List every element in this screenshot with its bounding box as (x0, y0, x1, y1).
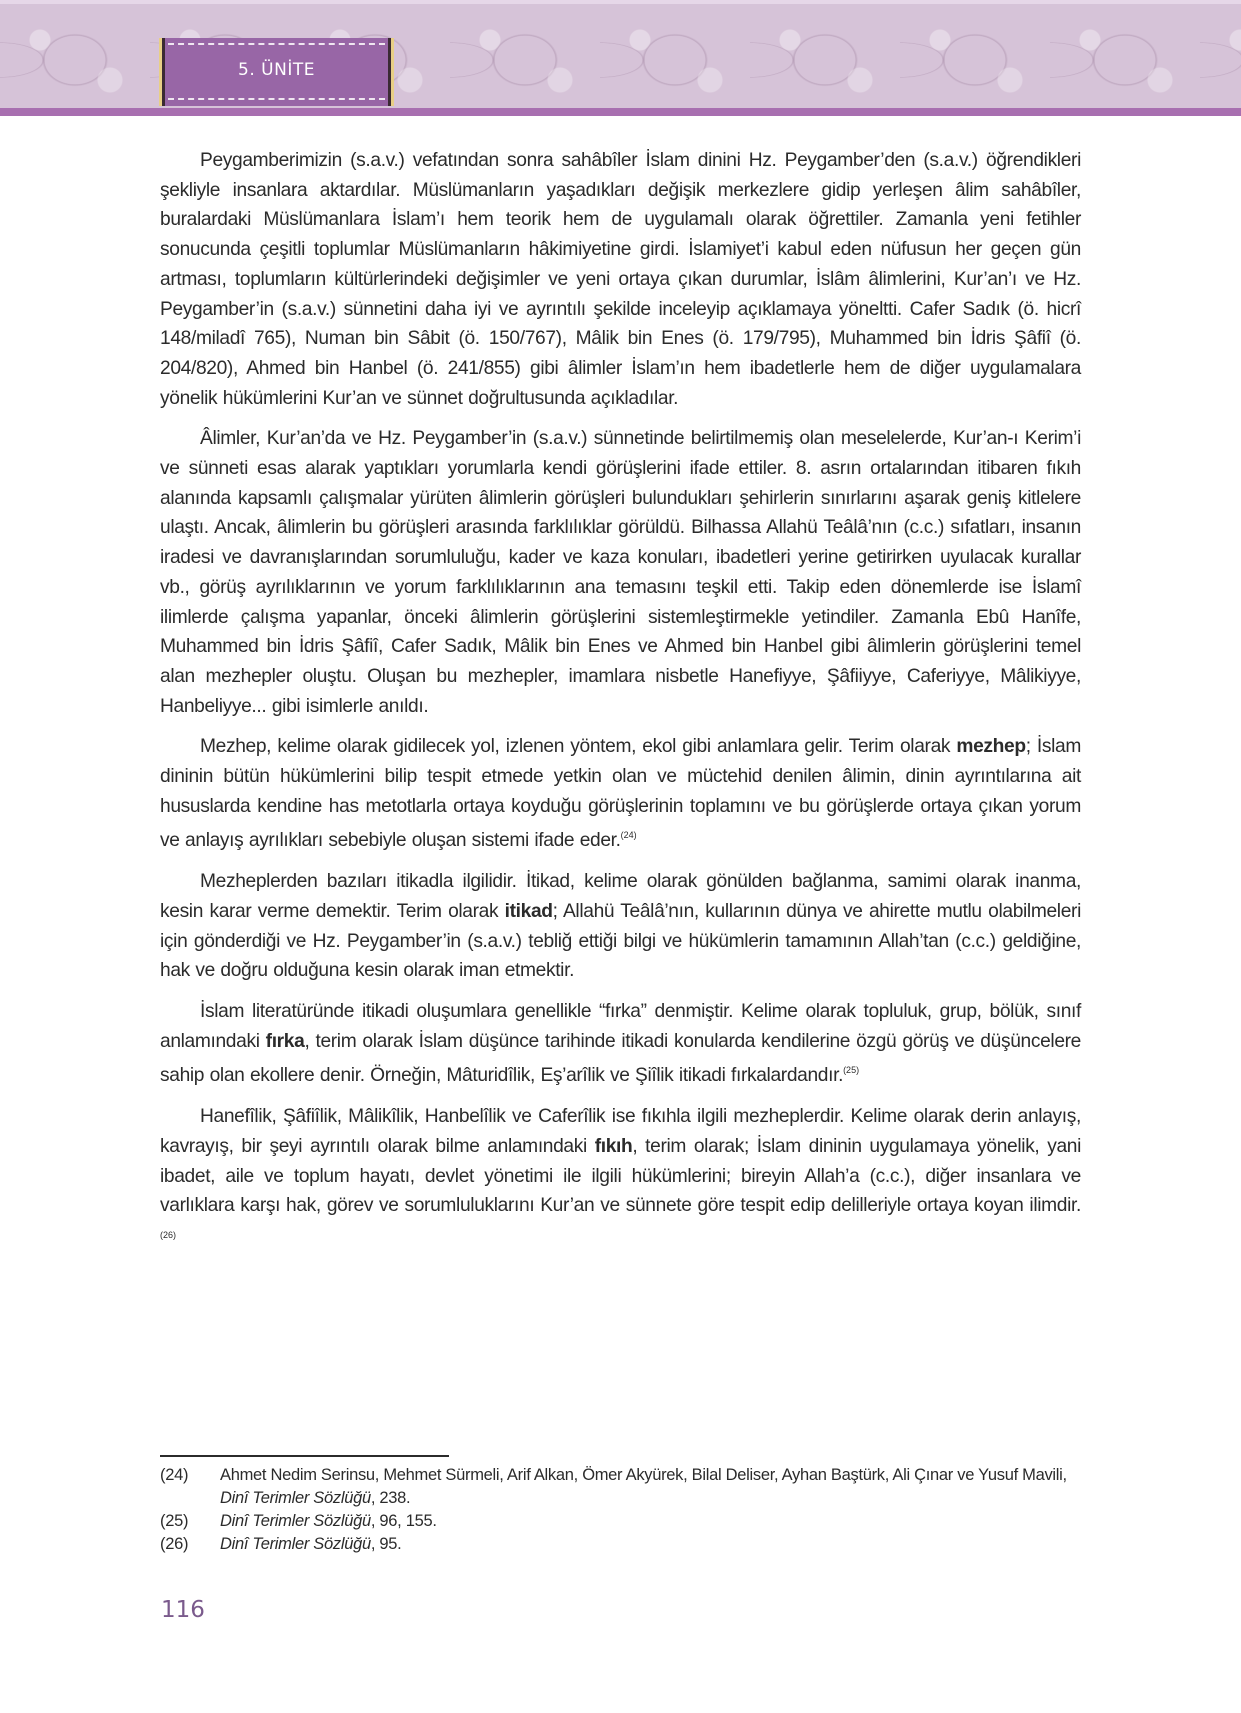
footnote-24 (160, 1464, 1090, 1510)
text: , terim olarak İslam düşünce tarihinde itikadi konularda kendilerine özgü görüş ve düşüncelere sahip olan ekollere denir. Örneğin, Mâturidîlik, Eş’arîlik ve Şiîlik itikadi fırkalardandır. (160, 1030, 1081, 1087)
footnote-25 (160, 1510, 1090, 1533)
paragraph-5-firka (160, 997, 1081, 1091)
paragraph-4-itikad (160, 867, 1081, 986)
term-mezhep: mezhep (956, 736, 1026, 758)
text: , 238. (370, 1489, 411, 1507)
footnote-number: (26) (160, 1535, 189, 1553)
footnotes (160, 1464, 1090, 1556)
footnote-text (220, 1510, 1090, 1533)
paragraph-1: Peygamberimizin (s.a.v.) vefatından sonra sahâbîler İslam dinini Hz. Peygamber’den (s.a.v.) öğrendikleri şekliyle insanlara aktardılar. Müslümanların yaşadıkları değişik merkezlere gidip yerleşen âlim sahâbîler, buralardaki Müslümanlara İslam’ı hem teorik hem de uygulamalı olarak öğrettiler. Zamanla yeni fetihler sonucunda çeşitli toplumlar Müslümanların hâkimiyetine girdi. İslamiyet’i kabul eden nüfusun her geçen gün artması, toplumların kültürlerindeki değişimler ve yeni ortaya çıkan durumlar, İslâm âlimlerini, Kur’an’ı ve Hz. Peygamber’in (s.a.v.) sünnetini daha iyi ve ayrıntılı şekilde inceleyip açıklamaya yöneltti. Cafer Sadık (ö. hicrî 148/miladî 765), Numan bin Sâbit (ö. 150/767), Mâlik bin Enes (ö. 179/795), Muhammed bin İdris Şâfiî (ö. 204/820), Ahmed bin Hanbel (ö. 241/855) gibi âlimler İslam’ın hem ibadetlerle hem de diğer uygulamalara yönelik hükümlerini Kur’an ve sünnet doğrultusunda açıkladılar. (160, 150, 1081, 409)
decorative-header-band (0, 0, 1241, 116)
term-firka: fırka (265, 1030, 305, 1052)
paragraph-3-mezhep (160, 732, 1081, 856)
stitch-line-bottom (168, 98, 385, 100)
footnote-26 (160, 1533, 1090, 1556)
text: , 96, 155. (370, 1512, 437, 1530)
paragraph-2: Âlimler, Kur’an’da ve Hz. Peygamber’in (s.a.v.) sünnetinde belirtilmemiş olan meselelerde, Kur’an-ı Kerim’i ve sünneti esas alarak yaptıkları yorumlarla kendi görüşlerini ifade ettiler. 8. asrın ortalarından itibaren fıkıh alanında kapsamlı çalışmalar yürüten âlimlerin görüşleri bulundukları şehirlerin sınırlarını aşarak geniş kitlelere ulaştı. Ancak, âlimlerin bu görüşleri arasında farklılıklar görüldü. Bilhassa Allahü Teâlâ’nın (c.c.) sıfatları, insanın iradesi ve davranışlarından sorumluluğu, kader ve kaza konuları, ibadetleri yerine getirirken uyulacak kurallar vb., görüş ayrılıklarının ve yorum farklılıklarının ana temasını teşkil etti. Takip eden dönemlerde ise İslamî ilimlerde çalışma yapanlar, önceki âlimlerin görüşlerini sistemleştirmekle yetindiler. Zamanla Ebû Hanîfe, Muhammed bin İdris Şâfiî, Cafer Sadık, Mâlik bin Enes ve Ahmed bin Hanbel gibi âlimlerin görüşlerini temel alan mezhepler oluştu. Oluşan bu mezhepler, imamlara nisbetle Hanefiyye, Şâfiiyye, Caferiyye, Mâlikiyye, Hanbeliyye... gibi isimlerle anıldı. (160, 428, 1081, 717)
term-itikad: itikad (504, 900, 553, 922)
body-text (160, 146, 1081, 1267)
text: İslam literatüründe itikadi oluşumlara genellikle “fırka” denmiştir. Kelime olarak topluluk, grup, bölük, sınıf anlamındaki (160, 1000, 1081, 1052)
footnote-text (220, 1533, 1090, 1556)
book-title: Dinî Terimler Sözlüğü (220, 1489, 371, 1507)
paragraph-6-fikih (160, 1102, 1081, 1256)
page-number: 116 (161, 1597, 205, 1623)
text: Ahmet Nedim Serinsu, Mehmet Sürmeli, Arif Alkan, Ömer Akyürek, Bilal Deliser, Ayhan Baştürk, Ali Çınar ve Yusuf Mavili, (220, 1466, 1067, 1484)
book-title: Dinî Terimler Sözlüğü (220, 1535, 371, 1553)
term-fikih: fıkıh (594, 1135, 633, 1157)
text: , 95. (370, 1535, 402, 1553)
footnote-number: (25) (160, 1512, 189, 1530)
text: Hanefîlik, Şâfiîlik, Mâlikîlik, Hanbelîlik ve Caferîlik ise fıkıhla ilgili mezheplerdir. Kelime olarak derin anlayış, kavrayış, bir şeyi ayrıntılı olarak bilme anlamındaki (160, 1106, 1081, 1157)
footnote-ref-26[interactable]: (26) (160, 1229, 177, 1240)
footnote-number: (24) (160, 1466, 189, 1484)
footnote-ref-25[interactable]: (25) (843, 1065, 860, 1076)
text: ; İslam dininin bütün hükümlerini bilip tespit etmede yetkin olan ve müctehid denilen âlimin, dinin ayrıntılarına ait hususlarda kendine has metotlarla ortaya koyduğu görüşlerinin toplamını ve bu görüşlerde ortaya çıkan yorum ve anlayış ayrılıkları sebebiyle oluşan sistemi ifade eder. (160, 736, 1081, 852)
unit-label: 5. ÜNİTE (238, 60, 315, 80)
text: , terim olarak; İslam dininin uygulamaya yönelik, yani ibadet, aile ve toplum hayatı, devlet yönetimi ile ilgili hükümlerini; bireyin Allah’a (c.c.), diğer insanlara ve varlıklara karşı hak, görev ve sorumluluklarını Kur’an ve sünnete göre tespit edip delilleriyle ortaya koyan ilimdir. (160, 1135, 1081, 1217)
footnote-text (220, 1464, 1090, 1510)
book-title: Dinî Terimler Sözlüğü (220, 1512, 371, 1530)
text: ; Allahü Teâlâ’nın, kullarının dünya ve ahirette mutlu olabilmeleri için gönderdiği ve Hz. Peygamber’in (s.a.v.) tebliğ ettiği bilgi ve hükümlerin tamamının Allah’tan (c.c.) geldiğine, hak ve doğru olduğuna kesin olarak iman etmektir. (160, 900, 1081, 982)
footnote-divider (160, 1455, 449, 1457)
text: Mezhep, kelime olarak gidilecek yol, izlenen yöntem, ekol gibi anlamlara gelir. Terim olarak (200, 736, 957, 758)
text: Mezheplerden bazıları itikadla ilgilidir. İtikad, kelime olarak gönülden bağlanma, samimi olarak inanma, kesin karar verme demektir. Terim olarak (160, 871, 1081, 922)
footnote-ref-24[interactable]: (24) (620, 830, 637, 841)
stitch-line-top (168, 43, 385, 45)
unit-label-tab (162, 38, 391, 106)
